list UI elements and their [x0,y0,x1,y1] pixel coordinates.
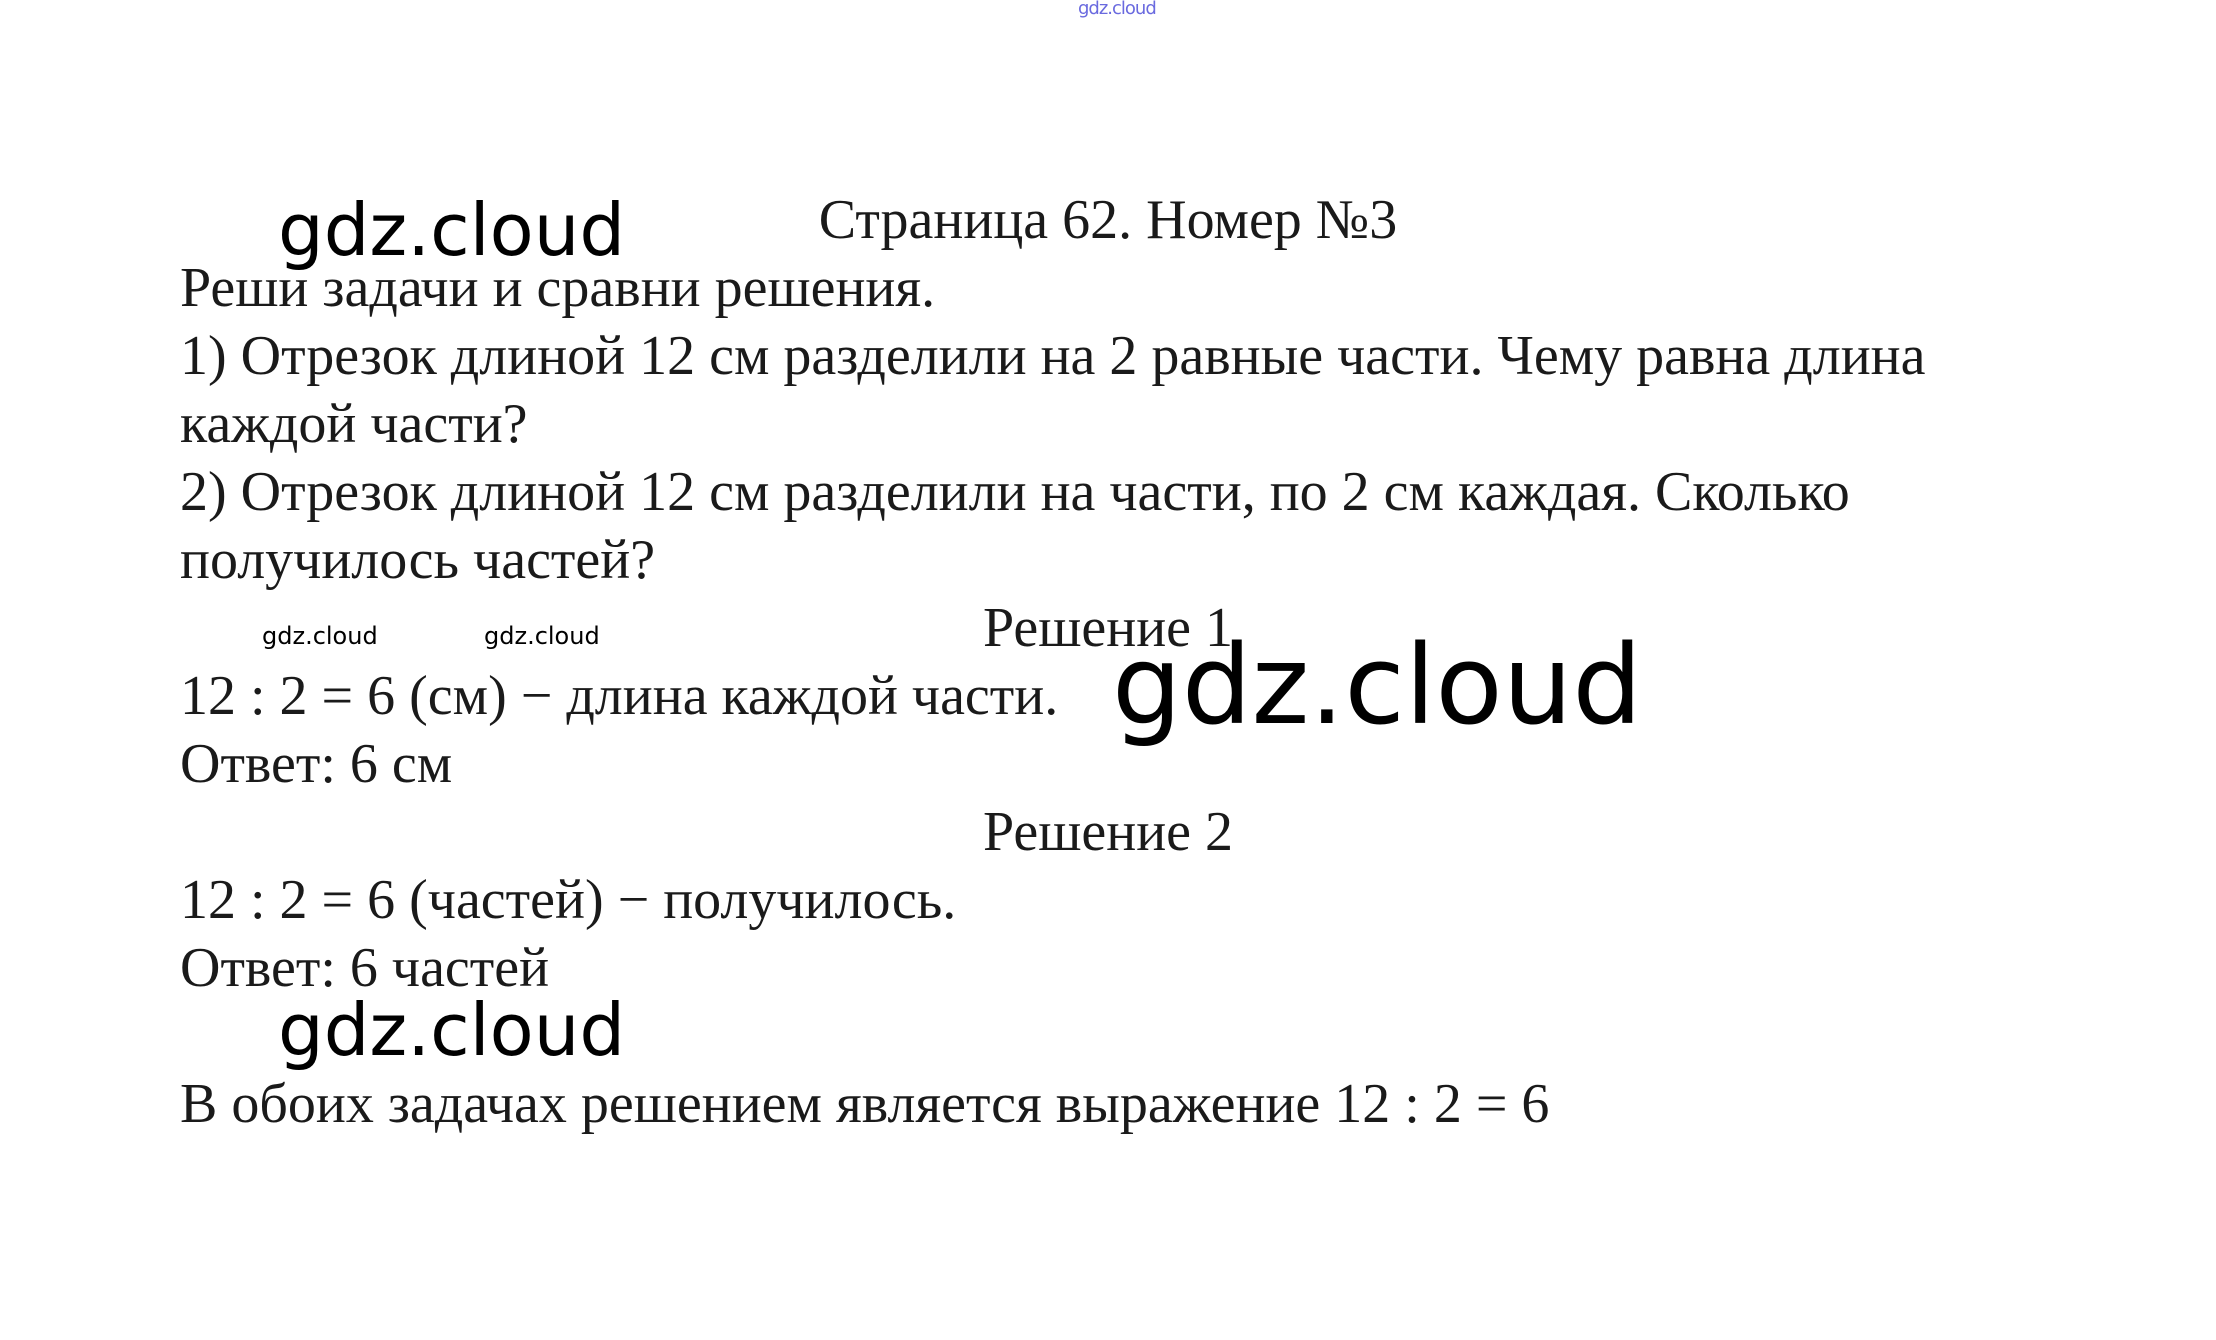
watermark-small-1: gdz.cloud [262,622,378,650]
watermark-top: gdz.cloud [1078,0,1156,19]
conclusion: В обоих задачах решением является выражение 12 : 2 = 6 [180,1073,1550,1135]
solution-2-heading: Решение 2 [982,801,1234,863]
problem-2-line-2: получилось частей? [180,529,656,591]
solution-2-expression: 12 : 2 = 6 (частей) − получилось. [180,869,957,931]
watermark-center-large: gdz.cloud [1112,621,1643,749]
solution-2-answer: Ответ: 6 частей [180,937,550,999]
problem-2-line-1: 2) Отрезок длиной 12 см разделили на части, по 2 см каждая. Сколько [180,461,1850,523]
solution-1-expression: 12 : 2 = 6 (см) − длина каждой части. [180,665,1059,727]
problem-1-line-2: каждой части? [180,393,528,455]
task-instruction: Реши задачи и сравни решения. [180,257,936,319]
page-title: Страница 62. Номер №3 [818,189,1398,251]
watermark-upper-left: gdz.cloud [278,188,626,272]
problem-1-line-1: 1) Отрезок длиной 12 см разделили на 2 равные части. Чему равна длина [180,325,1926,387]
solution-1-answer: Ответ: 6 см [180,733,453,795]
watermark-small-2: gdz.cloud [484,622,600,650]
solution-1-heading: Решение 1 [982,597,1234,659]
watermark-lower-left: gdz.cloud [278,988,626,1072]
